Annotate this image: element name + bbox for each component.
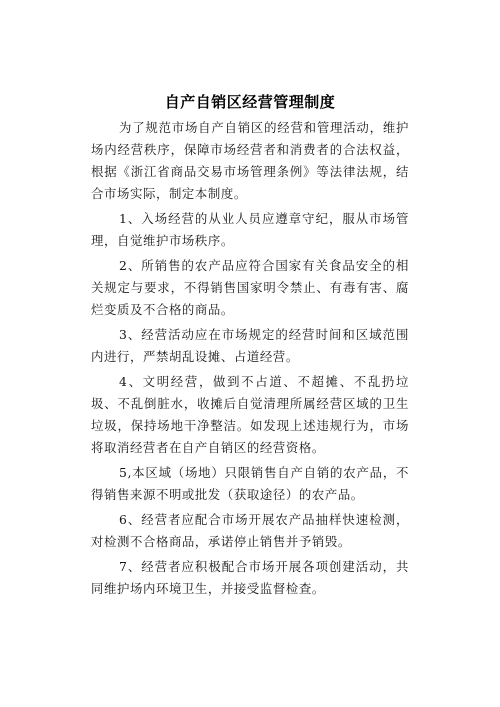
rule-paragraph-4: 4、文明经营，做到不占道、不超摊、不乱扔垃圾、不乱倒脏水，收摊后自觉清理所属经营区域的卫生垃圾，保持场地干净整洁。如发现上述违规行为，市场将取消经营者在自产自销区的经营资格。 — [91, 374, 409, 455]
rule-paragraph-3: 3、经营活动应在市场规定的经营时间和区域范围内进行，严禁胡乱设摊、占道经营。 — [91, 327, 409, 364]
document-body — [91, 117, 409, 603]
intro-paragraph: 为了规范市场自产自销区的经营和管理活动，维护场内经营秩序，保障市场经营者和消费者的合法权益，根据《浙江省商品交易市场管理条例》等法律法规，结合市场实际，制定本制度。 — [91, 120, 409, 201]
rule-paragraph-7: 7、经营者应积极配合市场开展各项创建活动，共同维护场内环境卫生，并接受监督检查。 — [91, 559, 409, 596]
rule-paragraph-1: 1、入场经营的从业人员应遵章守纪，服从市场管理，自觉维护市场秩序。 — [91, 211, 409, 248]
rule-paragraph-2: 2、所销售的农产品应符合国家有关食品安全的相关规定与要求，不得销售国家明令禁止、有毒有害、腐烂变质及不合格的商品。 — [91, 258, 409, 317]
document-title: 自产自销区经营管理制度 — [164, 93, 336, 111]
rule-paragraph-5: 5,本区域（场地）只限销售自产自销的农产品，不得销售来源不明或批发（获取途径）的农产品。 — [91, 465, 409, 502]
rule-paragraph-6: 6、经营者应配合市场开展农产品抽样快速检测，对检测不合格商品，承诺停止销售并予销毁。 — [91, 512, 409, 549]
